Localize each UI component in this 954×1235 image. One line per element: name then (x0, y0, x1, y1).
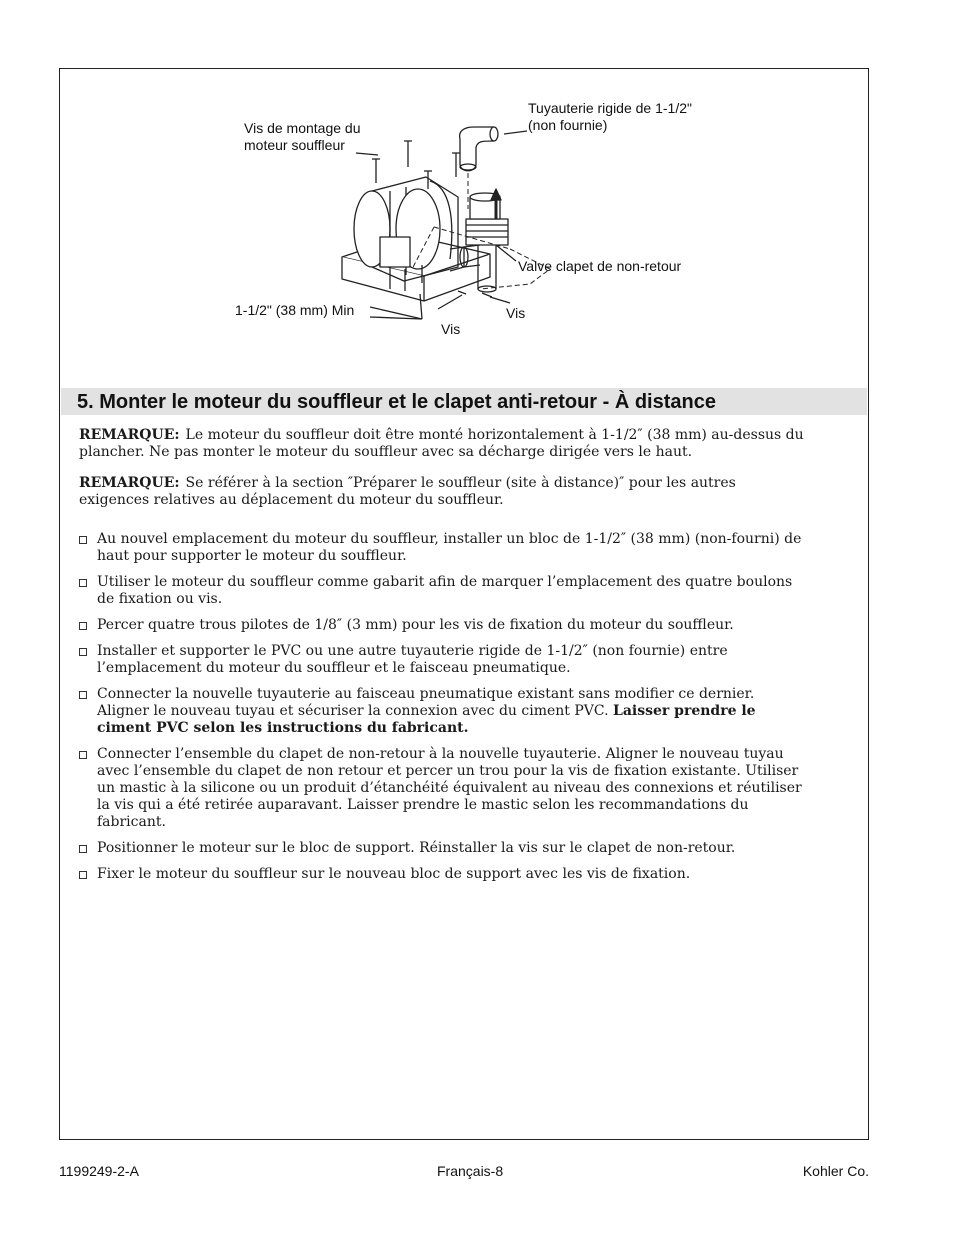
rigid-pipe-label: Tuyauterie rigide de 1-1/2" (non fournie) (528, 100, 692, 133)
list-item (79, 574, 809, 608)
step-text: Installer et supporter le PVC ou une autre tuyauterie rigide de 1-1/2″ (non fournie) entre l’emplacement du moteur du souffleur et le faisceau pneumatique. (97, 643, 728, 676)
checkbox-bullet-icon (79, 691, 87, 699)
step-emphasis: Laisser prendre le ciment PVC selon les instructions du fabricant. (97, 703, 756, 736)
screw-right-label: Vis (506, 305, 526, 321)
section-header (61, 388, 867, 415)
step-text: Percer quatre trous pilotes de 1/8″ (3 mm) pour les vis de fixation du moteur du souffleur. (97, 617, 734, 633)
min-height-label: 1-1/2" (38 mm) Min (235, 302, 355, 318)
checkbox-bullet-icon (79, 536, 87, 544)
company-name: Kohler Co. (802, 1163, 869, 1179)
list-item (79, 617, 809, 634)
checkbox-bullet-icon (79, 845, 87, 853)
note-1 (79, 427, 809, 461)
checkbox-bullet-icon (79, 579, 87, 587)
checkbox-bullet-icon (79, 751, 87, 759)
list-item (79, 746, 809, 831)
doc-number: 1199249-2-A (59, 1163, 139, 1179)
step-text: Positionner le moteur sur le bloc de support. Réinstaller la vis sur le clapet de non-retour. (97, 840, 736, 856)
list-item (79, 866, 809, 883)
page-number: Français-8 (437, 1163, 504, 1179)
step-text: Au nouvel emplacement du moteur du souffleur, installer un bloc de 1-1/2″ (38 mm) (non-fourni) de haut pour supporter le moteur du souffleur. (97, 531, 802, 564)
note-label: REMARQUE: (79, 475, 180, 491)
step-text: Utiliser le moteur du souffleur comme gabarit afin de marquer l’emplacement des quatre boulons de fixation ou vis. (97, 574, 793, 607)
checkbox-bullet-icon (79, 648, 87, 656)
checkbox-bullet-icon (79, 871, 87, 879)
instructions-body (79, 427, 809, 892)
checkbox-bullet-icon (79, 622, 87, 630)
step-text: Connecter la nouvelle tuyauterie au faisceau pneumatique existant sans modifier ce dernier. Aligner le nouveau tuyau et sécuriser la connexion avec du ciment PVC. (97, 686, 755, 719)
screw-left-label: Vis (441, 321, 461, 337)
step-text: Fixer le moteur du souffleur sur le nouveau bloc de support avec les vis de fixation. (97, 866, 691, 882)
list-item (79, 840, 809, 857)
page-frame (59, 68, 869, 1140)
section-title: 5. Monter le moteur du souffleur et le clapet anti-retour - À distance (77, 391, 716, 413)
note-text: Se référer à la section ″Préparer le souffleur (site à distance)″ pour les autres exigences relatives au déplacement du moteur du souffleur. (79, 475, 736, 508)
list-item (79, 643, 809, 677)
blower-assembly-illustration (60, 69, 870, 387)
note-label: REMARQUE: (79, 427, 180, 443)
note-text: Le moteur du souffleur doit être monté horizontalement à 1-1/2″ (38 mm) au-dessus du plancher. Ne pas monter le moteur du souffleur avec sa décharge dirigée vers le haut. (79, 427, 804, 460)
mount-screws-label: Vis de montage du moteur souffleur (244, 120, 361, 153)
check-valve-label: Valve clapet de non-retour (518, 258, 682, 274)
steps-list (79, 531, 809, 883)
step-text: Connecter l’ensemble du clapet de non-retour à la nouvelle tuyauterie. Aligner le nouveau tuyau avec l’ensemble du clapet de non retour et percer un trou pour la vis de fixation existante. Utiliser un mastic à la silicone ou un produit d’étanchéité équivalent au niveau des connexions et réutiliser la vis qui a été retirée auparavant. Laisser prendre le mastic selon les recommandations du fabricant. (97, 746, 802, 830)
list-item (79, 531, 809, 565)
blower-assembly-figure (60, 69, 870, 387)
note-2 (79, 475, 809, 509)
list-item (79, 686, 809, 737)
